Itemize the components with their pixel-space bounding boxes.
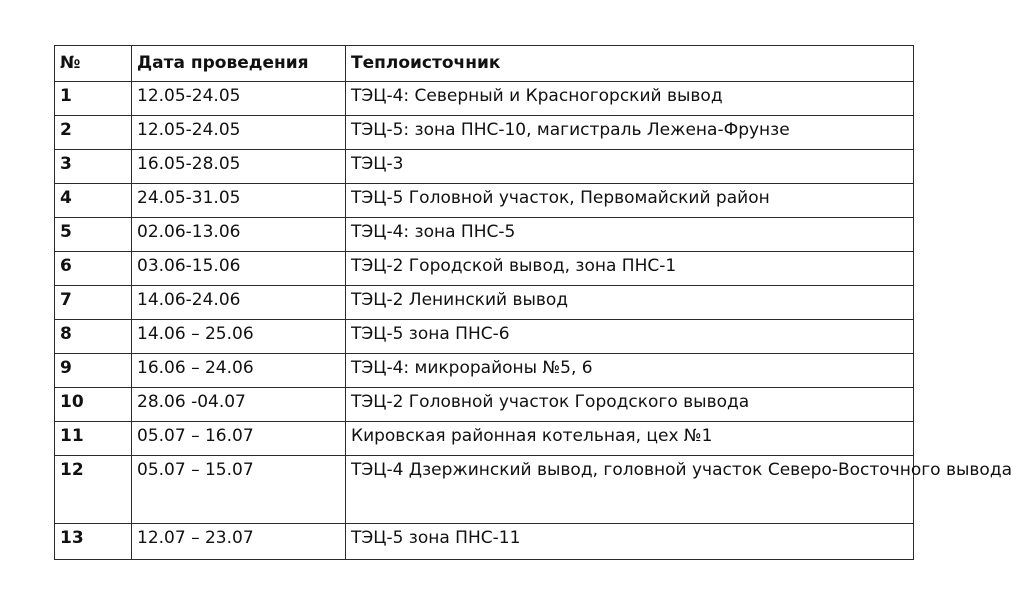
row-number: 11 <box>55 422 132 456</box>
table-row <box>55 150 914 184</box>
table-row <box>55 456 914 524</box>
row-date: 12.05-24.05 <box>132 82 346 116</box>
row-source: ТЭЦ-4: Северный и Красногорский вывод <box>346 82 914 116</box>
row-number: 1 <box>55 82 132 116</box>
row-date: 05.07 – 15.07 <box>132 456 346 524</box>
table-row <box>55 354 914 388</box>
schedule-table <box>54 45 1012 560</box>
row-date: 24.05-31.05 <box>132 184 346 218</box>
row-number: 5 <box>55 218 132 252</box>
table-row <box>55 422 914 456</box>
row-source: ТЭЦ-5 зона ПНС-11 <box>346 524 914 560</box>
row-date: 14.06-24.06 <box>132 286 346 320</box>
header-source: Теплоисточник <box>346 46 914 82</box>
table-row <box>55 82 914 116</box>
row-source: ТЭЦ-2 Городской вывод, зона ПНС-1 <box>346 252 914 286</box>
row-date: 16.06 – 24.06 <box>132 354 346 388</box>
table-row <box>55 388 914 422</box>
row-date: 16.05-28.05 <box>132 150 346 184</box>
row-date: 12.07 – 23.07 <box>132 524 346 560</box>
table-row <box>55 286 914 320</box>
row-source: ТЭЦ-4: микрорайоны №5, 6 <box>346 354 914 388</box>
header-row <box>55 46 914 82</box>
table-row <box>55 252 914 286</box>
row-source: ТЭЦ-5 зона ПНС-6 <box>346 320 914 354</box>
row-source: ТЭЦ-5: зона ПНС-10, магистраль Лежена-Фрунзе <box>346 116 914 150</box>
table-row <box>55 116 914 150</box>
table-row <box>55 218 914 252</box>
row-source: ТЭЦ-2 Ленинский вывод <box>346 286 914 320</box>
row-source: ТЭЦ-4: зона ПНС-5 <box>346 218 914 252</box>
table-row <box>55 320 914 354</box>
row-source: ТЭЦ-5 Головной участок, Первомайский район <box>346 184 914 218</box>
row-number: 12 <box>55 456 132 524</box>
row-source: ТЭЦ-2 Головной участок Городского вывода <box>346 388 914 422</box>
header-date: Дата проведения <box>132 46 346 82</box>
row-date: 02.06-13.06 <box>132 218 346 252</box>
row-number: 6 <box>55 252 132 286</box>
row-source: Кировская районная котельная, цех №1 <box>346 422 914 456</box>
row-number: 7 <box>55 286 132 320</box>
row-number: 2 <box>55 116 132 150</box>
row-date: 28.06 -04.07 <box>132 388 346 422</box>
row-date: 12.05-24.05 <box>132 116 346 150</box>
row-source: ТЭЦ-4 Дзержинский вывод, головной участок Северо-Восточного вывода <box>346 456 914 524</box>
row-number: 8 <box>55 320 132 354</box>
row-number: 3 <box>55 150 132 184</box>
row-date: 03.06-15.06 <box>132 252 346 286</box>
row-date: 14.06 – 25.06 <box>132 320 346 354</box>
row-number: 13 <box>55 524 132 560</box>
header-number: № <box>55 46 132 82</box>
row-number: 10 <box>55 388 132 422</box>
row-source: ТЭЦ-3 <box>346 150 914 184</box>
row-number: 4 <box>55 184 132 218</box>
row-date: 05.07 – 16.07 <box>132 422 346 456</box>
table-row <box>55 524 914 560</box>
table-row <box>55 184 914 218</box>
row-number: 9 <box>55 354 132 388</box>
